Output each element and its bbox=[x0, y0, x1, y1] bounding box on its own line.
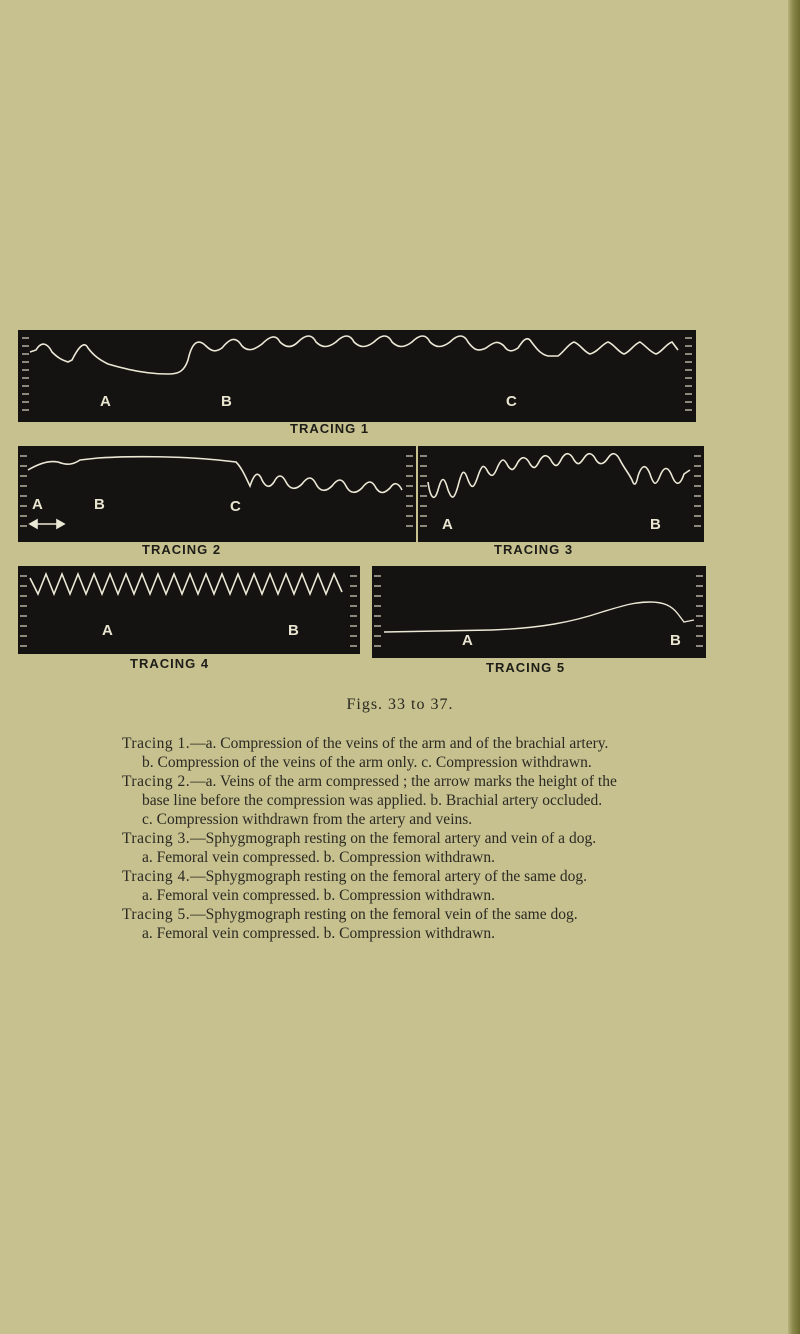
legend-entry-2-line3: c. Compression withdrawn from the artery and veins. bbox=[142, 811, 473, 828]
legend-entry-3-line2: a. Femoral vein compressed. b. Compression withdrawn. bbox=[142, 849, 495, 866]
tracing-5-panel bbox=[372, 566, 706, 658]
tracing-3-marker-b: B bbox=[650, 516, 661, 533]
tracing-1-marker-b: B bbox=[221, 393, 232, 410]
legend-entry-4-name: Tracing 4. bbox=[122, 868, 191, 885]
tracing-5-marker-a: A bbox=[462, 632, 473, 649]
legend-entry-5-name: Tracing 5. bbox=[122, 906, 191, 923]
tracing-3-marker-a: A bbox=[442, 516, 453, 533]
page-edge bbox=[788, 0, 800, 1334]
figure-legend bbox=[122, 734, 722, 943]
legend-entry-2-line2: base line before the compression was applied. b. Brachial artery occluded. bbox=[142, 792, 603, 809]
legend-entry-2-name: Tracing 2. bbox=[122, 773, 191, 790]
legend-entry-5 bbox=[122, 905, 722, 943]
tracing-3-panel bbox=[418, 446, 704, 542]
tracing-2-panel bbox=[18, 446, 416, 542]
tracing-1-marker-a: A bbox=[100, 393, 111, 410]
legend-entry-2 bbox=[122, 772, 722, 829]
tracing-2-marker-c: C bbox=[230, 498, 241, 515]
legend-entry-1-line1: —a. Compression of the veins of the arm and of the brachial artery. bbox=[190, 735, 609, 752]
legend-entry-5-line2: a. Femoral vein compressed. b. Compression withdrawn. bbox=[142, 925, 495, 942]
legend-entry-2-line1: —a. Veins of the arm compressed ; the arrow marks the height of the bbox=[190, 773, 617, 790]
tracing-2-wave bbox=[18, 446, 416, 542]
tracing-4-marker-a: A bbox=[102, 622, 113, 639]
legend-entry-4-line2: a. Femoral vein compressed. b. Compression withdrawn. bbox=[142, 887, 495, 904]
legend-entry-4-line1: —Sphygmograph resting on the femoral artery of the same dog. bbox=[190, 868, 588, 885]
tracing-4-marker-b: B bbox=[288, 622, 299, 639]
tracing-1-marker-c: C bbox=[506, 393, 517, 410]
tracing-2-marker-a: A bbox=[32, 496, 43, 513]
tracing-5-marker-b: B bbox=[670, 632, 681, 649]
tracing-1-caption: TRACING 1 bbox=[290, 421, 370, 436]
tracing-3-caption: TRACING 3 bbox=[494, 542, 574, 557]
tracing-2-marker-b: B bbox=[94, 496, 105, 513]
legend-entry-4 bbox=[122, 867, 722, 905]
legend-entry-1 bbox=[122, 734, 722, 772]
tracing-2-caption: TRACING 2 bbox=[142, 542, 222, 557]
legend-entry-3 bbox=[122, 829, 722, 867]
tracing-4-wave bbox=[18, 566, 360, 654]
legend-entry-5-line1: —Sphygmograph resting on the femoral vein of the same dog. bbox=[190, 906, 578, 923]
legend-entry-3-line1: —Sphygmograph resting on the femoral artery and vein of a dog. bbox=[190, 830, 597, 847]
tracing-3-wave bbox=[418, 446, 704, 542]
tracing-5-wave bbox=[372, 566, 706, 658]
tracing-5-caption: TRACING 5 bbox=[486, 660, 566, 675]
tracing-4-caption: TRACING 4 bbox=[130, 656, 210, 671]
tracing-4-panel bbox=[18, 566, 360, 654]
tracing-1-wave bbox=[18, 330, 696, 422]
legend-entry-1-name: Tracing 1. bbox=[122, 735, 191, 752]
legend-entry-3-name: Tracing 3. bbox=[122, 830, 191, 847]
legend-entry-1-line2: b. Compression of the veins of the arm only. c. Compression withdrawn. bbox=[142, 754, 592, 771]
tracing-1-panel bbox=[18, 330, 696, 422]
figure-caption: Figs. 33 to 37. bbox=[346, 696, 454, 713]
